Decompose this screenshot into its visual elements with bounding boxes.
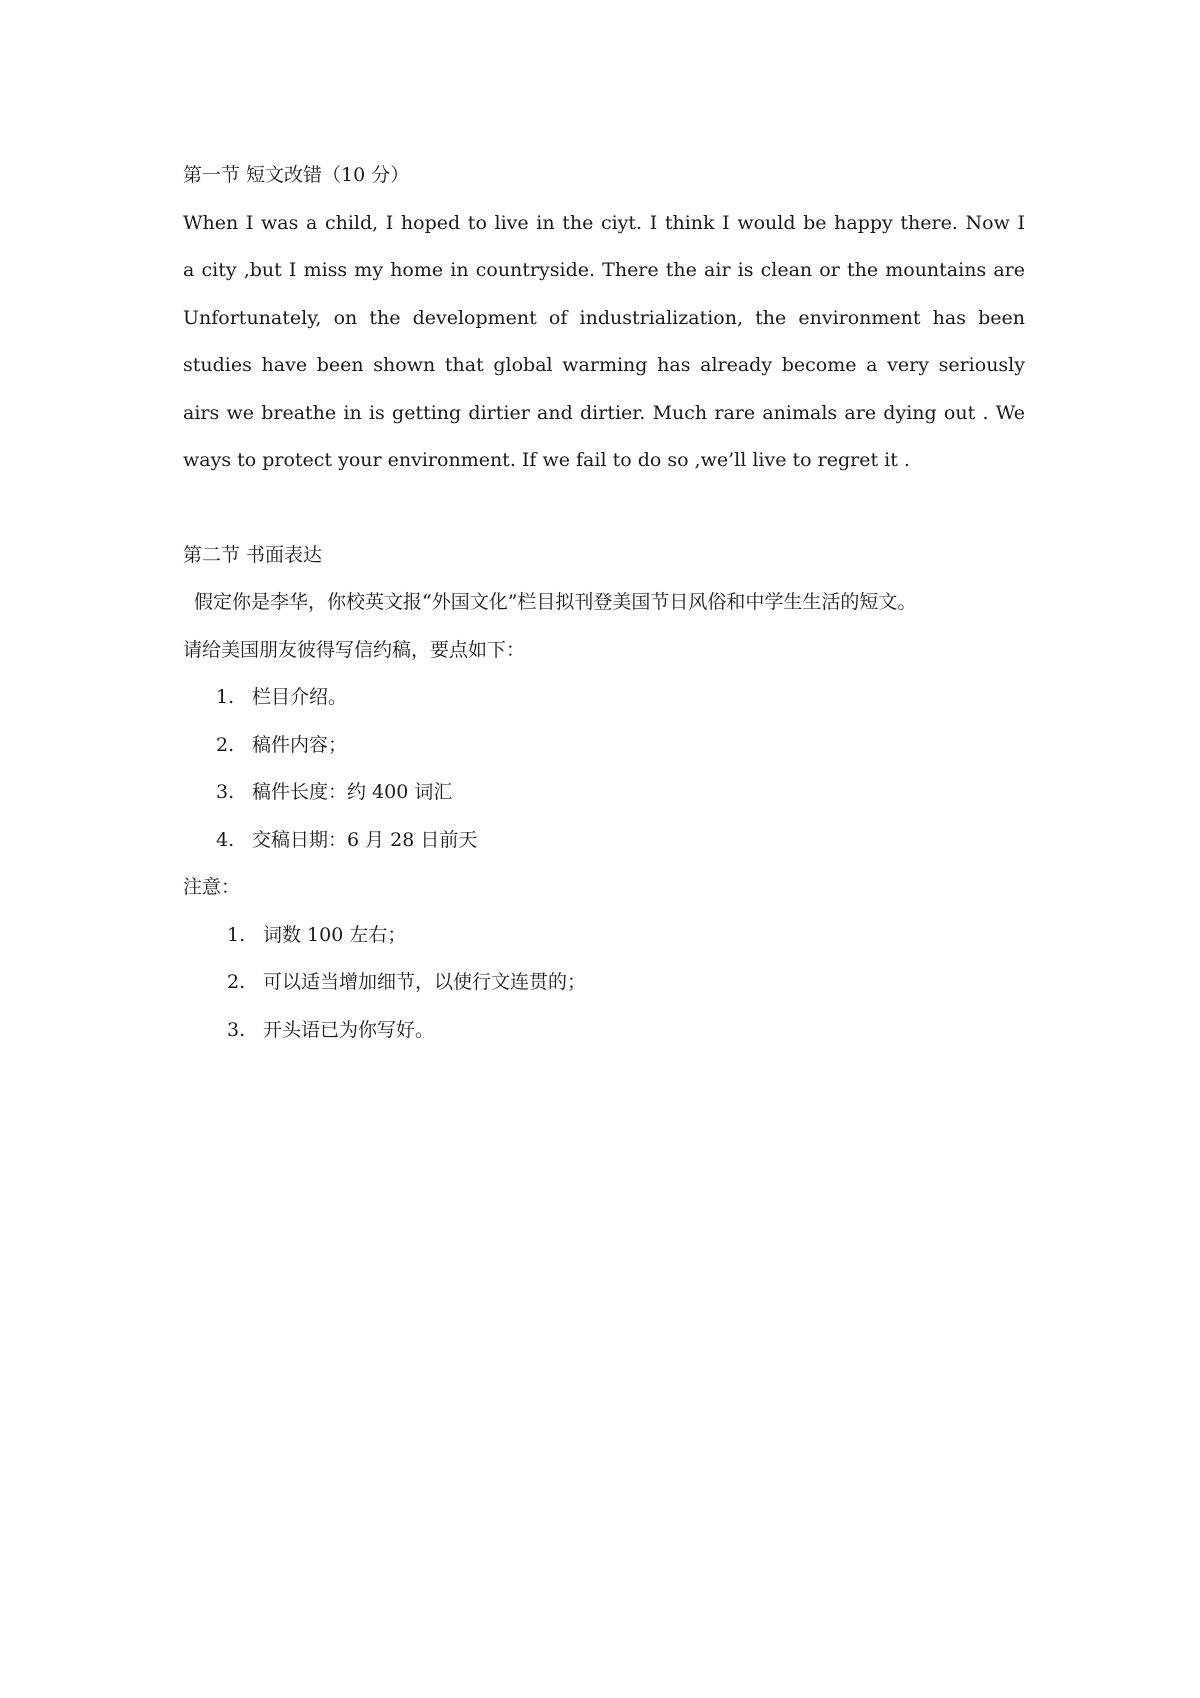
list-item-text: 栏目介绍。 xyxy=(252,686,348,708)
list-item-text: 稿件长度：约 400 词汇 xyxy=(252,781,453,803)
section-gap xyxy=(183,485,1025,532)
list-item xyxy=(183,674,1025,722)
list-item xyxy=(183,722,1025,770)
list-item-number: 3. xyxy=(216,781,235,803)
list-item-number: 3. xyxy=(227,1018,246,1041)
passage-line: airs we breathe in is getting dirtier and dirtier. Much rare animals are dying out . We xyxy=(183,401,1025,424)
document-content xyxy=(183,152,1025,1054)
section1-heading: 第一节 短文改错（10 分） xyxy=(183,164,410,186)
list-item-text: 可以适当增加细节，以使行文连贯的； xyxy=(263,971,587,993)
list-item xyxy=(183,1007,1025,1055)
list-item-number: 1. xyxy=(216,686,235,708)
list-item-number: 4. xyxy=(216,828,235,851)
list-item-text: 词数 100 左右； xyxy=(263,923,407,946)
intro-line: 请给美国朋友彼得写信约稿，要点如下： xyxy=(183,638,526,661)
list-item-text: 交稿日期：6 月 28 日前天 xyxy=(252,828,478,851)
passage-line: studies have been shown that global warming has already become a very seriously xyxy=(183,354,1025,376)
passage-line: When I was a child, I hoped to live in the ciyt. I think I would be happy there. Now I xyxy=(183,211,1025,234)
notes-list xyxy=(183,912,1025,1055)
key-points-list xyxy=(183,674,1025,864)
passage-line: a city ,but I miss my home in countryside. There the air is clean or the mountains are xyxy=(183,259,1025,281)
passage-line: ways to protect your environment. If we fail to do so ,we’ll live to regret it . xyxy=(183,449,910,471)
section2-heading: 第二节 书面表达 xyxy=(183,543,323,566)
list-item xyxy=(183,912,1025,960)
list-item xyxy=(183,769,1025,817)
list-item-number: 2. xyxy=(227,971,246,993)
section1-passage xyxy=(183,200,1025,485)
list-item xyxy=(183,959,1025,1007)
passage-line: Unfortunately, on the development of industrialization, the environment has been xyxy=(183,306,1025,329)
intro-line: 假定你是李华，你校英文报“外国文化”栏目拟刊登美国节日风俗和中学生生活的短文。 xyxy=(194,591,917,613)
notes-label: 注意： xyxy=(183,876,241,898)
list-item-text: 稿件内容； xyxy=(252,733,348,756)
list-item-number: 1. xyxy=(227,923,246,946)
list-item xyxy=(183,817,1025,865)
section2-intro xyxy=(183,579,1025,674)
list-item-number: 2. xyxy=(216,733,235,756)
list-item-text: 开头语已为你写好。 xyxy=(263,1018,435,1041)
